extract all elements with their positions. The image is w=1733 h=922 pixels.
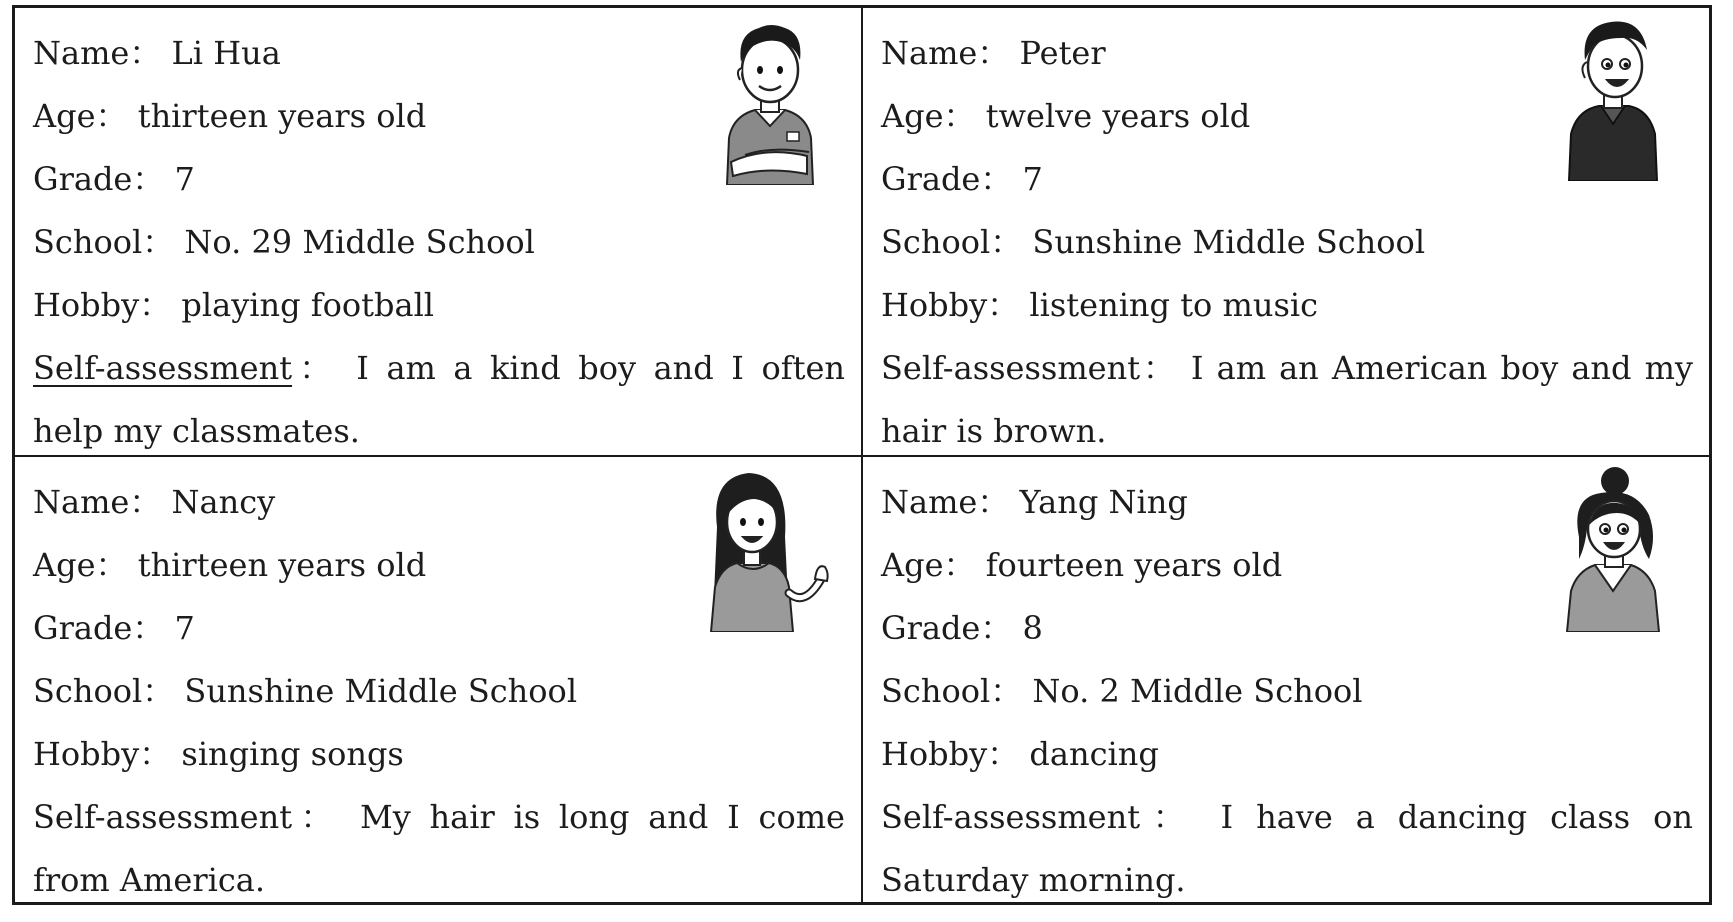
- grade-field: Grade： 7: [33, 160, 195, 198]
- grade-field: Grade： 7: [33, 609, 195, 647]
- name-field: Name： Li Hua: [33, 34, 281, 72]
- profile-card-peter: [863, 8, 1709, 457]
- school-field: School： Sunshine Middle School: [33, 672, 578, 710]
- profile-card-nancy: [15, 457, 863, 902]
- name-field: Name： Nancy: [33, 483, 276, 521]
- girl-long-hair-waving-icon: [693, 467, 833, 632]
- school-field: School： Sunshine Middle School: [881, 223, 1426, 261]
- age-field: Age： thirteen years old: [33, 546, 427, 584]
- name-field: Name： Peter: [881, 34, 1106, 72]
- self-assessment-field: [33, 337, 845, 457]
- profile-card-li-hua: [15, 8, 863, 457]
- age-field: Age： thirteen years old: [33, 97, 427, 135]
- self-assessment-field: [881, 337, 1693, 457]
- boy-dark-hair-icon: [1563, 16, 1663, 181]
- grade-field: Grade： 7: [881, 160, 1043, 198]
- self-assessment-field: [881, 786, 1693, 902]
- name-field: Name： Yang Ning: [881, 483, 1188, 521]
- school-field: School： No. 2 Middle School: [881, 672, 1363, 710]
- hobby-field: Hobby： dancing: [881, 735, 1159, 773]
- girl-hair-bun-icon: [1561, 467, 1666, 632]
- age-field: Age： twelve years old: [881, 97, 1251, 135]
- self-assessment-text: ： I am a kind boy and I often help my classmates.: [33, 349, 845, 450]
- hobby-field: Hobby： playing football: [33, 286, 435, 324]
- hobby-field: Hobby： listening to music: [881, 286, 1319, 324]
- profile-card-yang-ning: [863, 457, 1709, 902]
- self-assessment-label: Self-assessment: [881, 798, 1141, 836]
- self-assessment-label: Self-assessment: [33, 349, 293, 387]
- self-assessment-text: ： My hair is long and I come from America.: [33, 798, 845, 899]
- self-assessment-field: [33, 786, 845, 902]
- self-assessment-label: Self-assessment: [881, 349, 1141, 387]
- school-field: School： No. 29 Middle School: [33, 223, 535, 261]
- profile-card-grid: [12, 5, 1712, 905]
- self-assessment-label: Self-assessment: [33, 798, 293, 836]
- hobby-field: Hobby： singing songs: [33, 735, 404, 773]
- self-assessment-text: ： I am an American boy and my hair is brown.: [881, 349, 1693, 450]
- grade-field: Grade： 8: [881, 609, 1043, 647]
- age-field: Age： fourteen years old: [881, 546, 1283, 584]
- boy-arms-crossed-icon: [715, 20, 825, 185]
- self-assessment-text: ： I have a dancing class on Saturday morning.: [881, 798, 1693, 899]
